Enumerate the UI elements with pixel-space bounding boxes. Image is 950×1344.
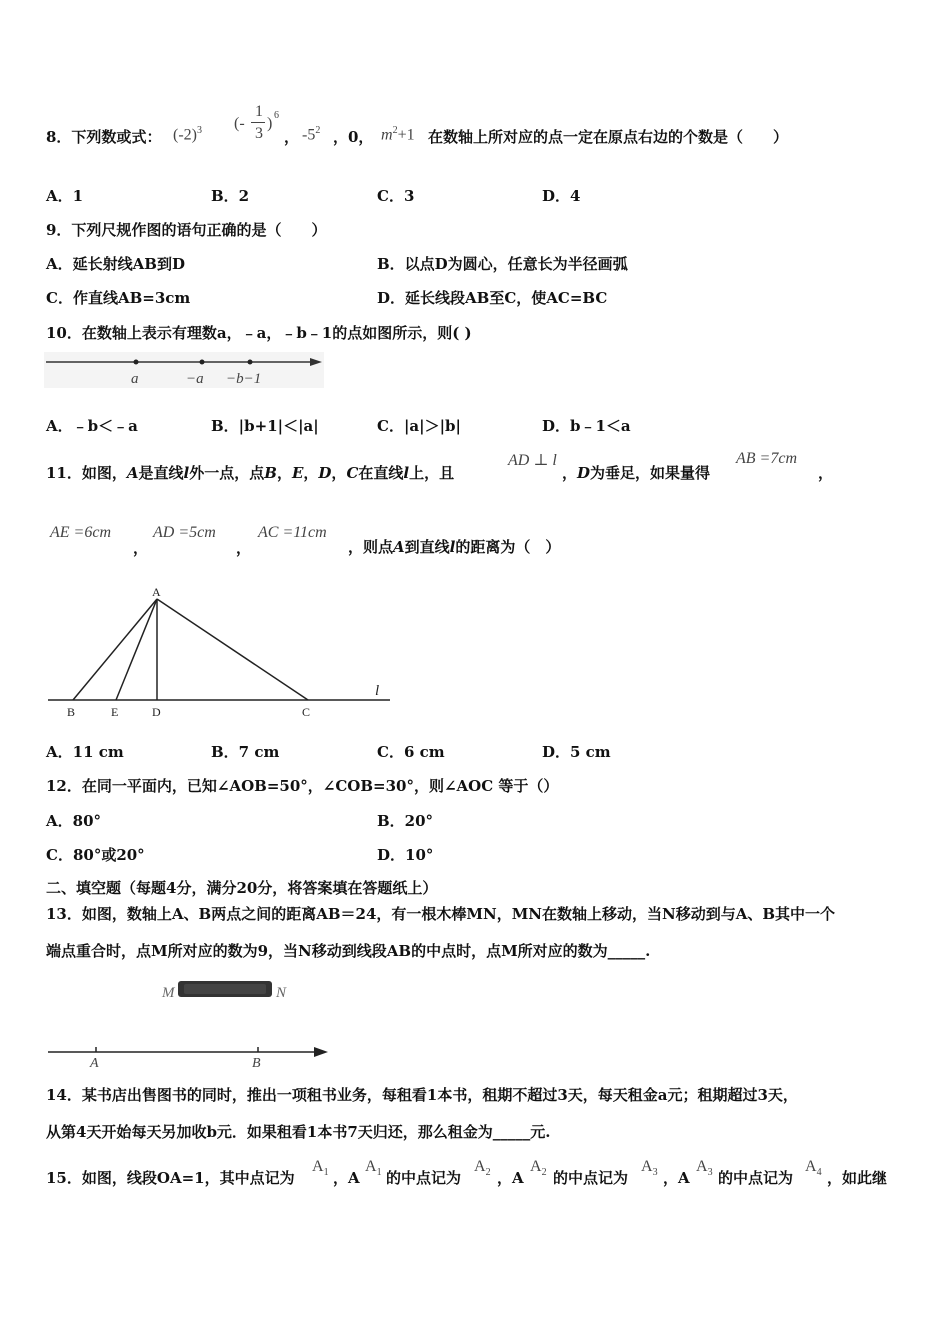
q10-label-neg-b-1: −b−1 (226, 371, 262, 387)
q10-point-neg-b-1 (248, 360, 253, 365)
q10-stem: 10．在数轴上表示有理数a，﹣a，﹣b﹣1的点如图所示，则( ) (46, 324, 472, 342)
q11-ac-expr: AC =11cm (258, 524, 327, 541)
q10-option-a[interactable]: A．﹣b＜﹣a (46, 417, 138, 435)
q12-option-a[interactable]: A．80° (46, 812, 102, 830)
q13-label-b: B (252, 1056, 261, 1071)
q9-option-d[interactable]: D．延长线段AB至C，使AC=BC (377, 289, 608, 307)
q10-option-b[interactable]: B．|b+1|＜|a| (211, 417, 319, 435)
q13-line-2: 端点重合时，点M所对应的数为9，当N移动到线段AB的中点时，点M所对应的数为_____. (46, 942, 651, 960)
section-2-title: 二、填空题（每题4分，满分20分，将答案填在答题纸上） (46, 879, 438, 897)
q11-segment-ae (116, 599, 157, 700)
q10-point-a (134, 360, 139, 365)
q14-line-1: 14．某书店出售图书的同时，推出一项租书业务，每租看1本书，租期不超过3天，每天租金a元；租期超过3天， (46, 1086, 798, 1104)
q8-prefix: 8．下列数或式： (46, 128, 162, 146)
q8-expr-4: $m^2+1$ (381, 125, 415, 144)
q9-stem: 9．下列尺规作图的语句正确的是（ ） (46, 221, 327, 239)
q11-segment-ab (73, 599, 157, 700)
q8-expr-3: $-5^2$ (302, 125, 321, 144)
q10-number-line-figure (44, 352, 324, 388)
q12-stem: 12．在同一平面内，已知∠AOB=50°，∠COB=30°，则∠AOC 等于（） (46, 777, 559, 795)
q13-figure (44, 976, 334, 1072)
q12-option-c[interactable]: C．80°或20° (46, 846, 145, 864)
q14-line-2: 从第4天开始每天另加收b元．如果租看1本书7天归还，那么租金为_____元. (46, 1123, 551, 1141)
q11-line-1: 11．如图，A是直线l外一点，点B，E，D，C在直线l上，且 (46, 464, 455, 482)
q12-option-b[interactable]: B．20° (377, 812, 434, 830)
q8-suffix: 在数轴上所对应的点一定在原点右边的个数是（ ） (428, 128, 789, 146)
q11-label-c: C (302, 705, 311, 719)
q11-ab-expr: AB =7cm (736, 450, 797, 467)
q13-label-a: A (90, 1056, 99, 1071)
q11-ad-expr: AD =5cm (153, 524, 216, 541)
q12-option-d[interactable]: D．10° (377, 846, 434, 864)
q11-option-d[interactable]: D．5 cm (542, 743, 611, 761)
q11-label-b: B (67, 705, 76, 719)
q10-point-neg-a (200, 360, 205, 365)
q11-label-d: D (152, 705, 161, 719)
q10-option-c[interactable]: C．|a|＞|b| (377, 417, 461, 435)
q9-option-b[interactable]: B．以点D为圆心，任意长为半径画弧 (377, 255, 628, 273)
q8-option-a[interactable]: A．1 (46, 187, 84, 205)
q11-triangle-figure (44, 580, 394, 722)
q10-label-a: a (131, 371, 139, 387)
q15-a1: $A_1$ (312, 1158, 329, 1179)
q11-label-e: E (111, 705, 119, 719)
q8-option-d[interactable]: D．4 (542, 187, 581, 205)
q11-segment-ac (157, 599, 308, 700)
q8-option-b[interactable]: B．2 (211, 187, 250, 205)
q15-a4: $A_4$ (805, 1158, 822, 1179)
q11-perp-expr: AD ⊥ l (508, 452, 557, 469)
q9-option-c[interactable]: C．作直线AB=3cm (46, 289, 191, 307)
q9-option-a[interactable]: A．延长射线AB到D (46, 255, 185, 273)
q13-axis-arrow (314, 1047, 328, 1057)
q10-option-d[interactable]: D．b﹣1＜a (542, 417, 631, 435)
q11-option-c[interactable]: C．6 cm (377, 743, 445, 761)
q8-expr-1: $(-2)^3$ (173, 125, 202, 144)
q15-part-1: 15．如图，线段OA=1，其中点记为 (46, 1169, 295, 1187)
q8-option-c[interactable]: C．3 (377, 187, 415, 205)
q11-option-b[interactable]: B．7 cm (211, 743, 280, 761)
q13-label-n: N (276, 985, 287, 1001)
q11-line-2-tail: ，则点A到直线l的距离为（ ） (348, 538, 561, 556)
q11-label-a: A (152, 585, 161, 599)
q11-ae-expr: AE =6cm (50, 524, 111, 541)
q15-a2: $A_2$ (474, 1158, 491, 1179)
q11-label-l: l (375, 683, 380, 699)
q11-option-a[interactable]: A．11 cm (46, 743, 124, 761)
q10-label-neg-a: −a (186, 371, 204, 387)
q13-line-1: 13．如图，数轴上A、B两点之间的距离AB＝24，有一根木棒MN，MN在数轴上移动，当N移动到与A、B其中一个 (46, 905, 836, 923)
q15-a3: $A_3$ (641, 1158, 658, 1179)
q13-label-m: M (162, 985, 175, 1001)
